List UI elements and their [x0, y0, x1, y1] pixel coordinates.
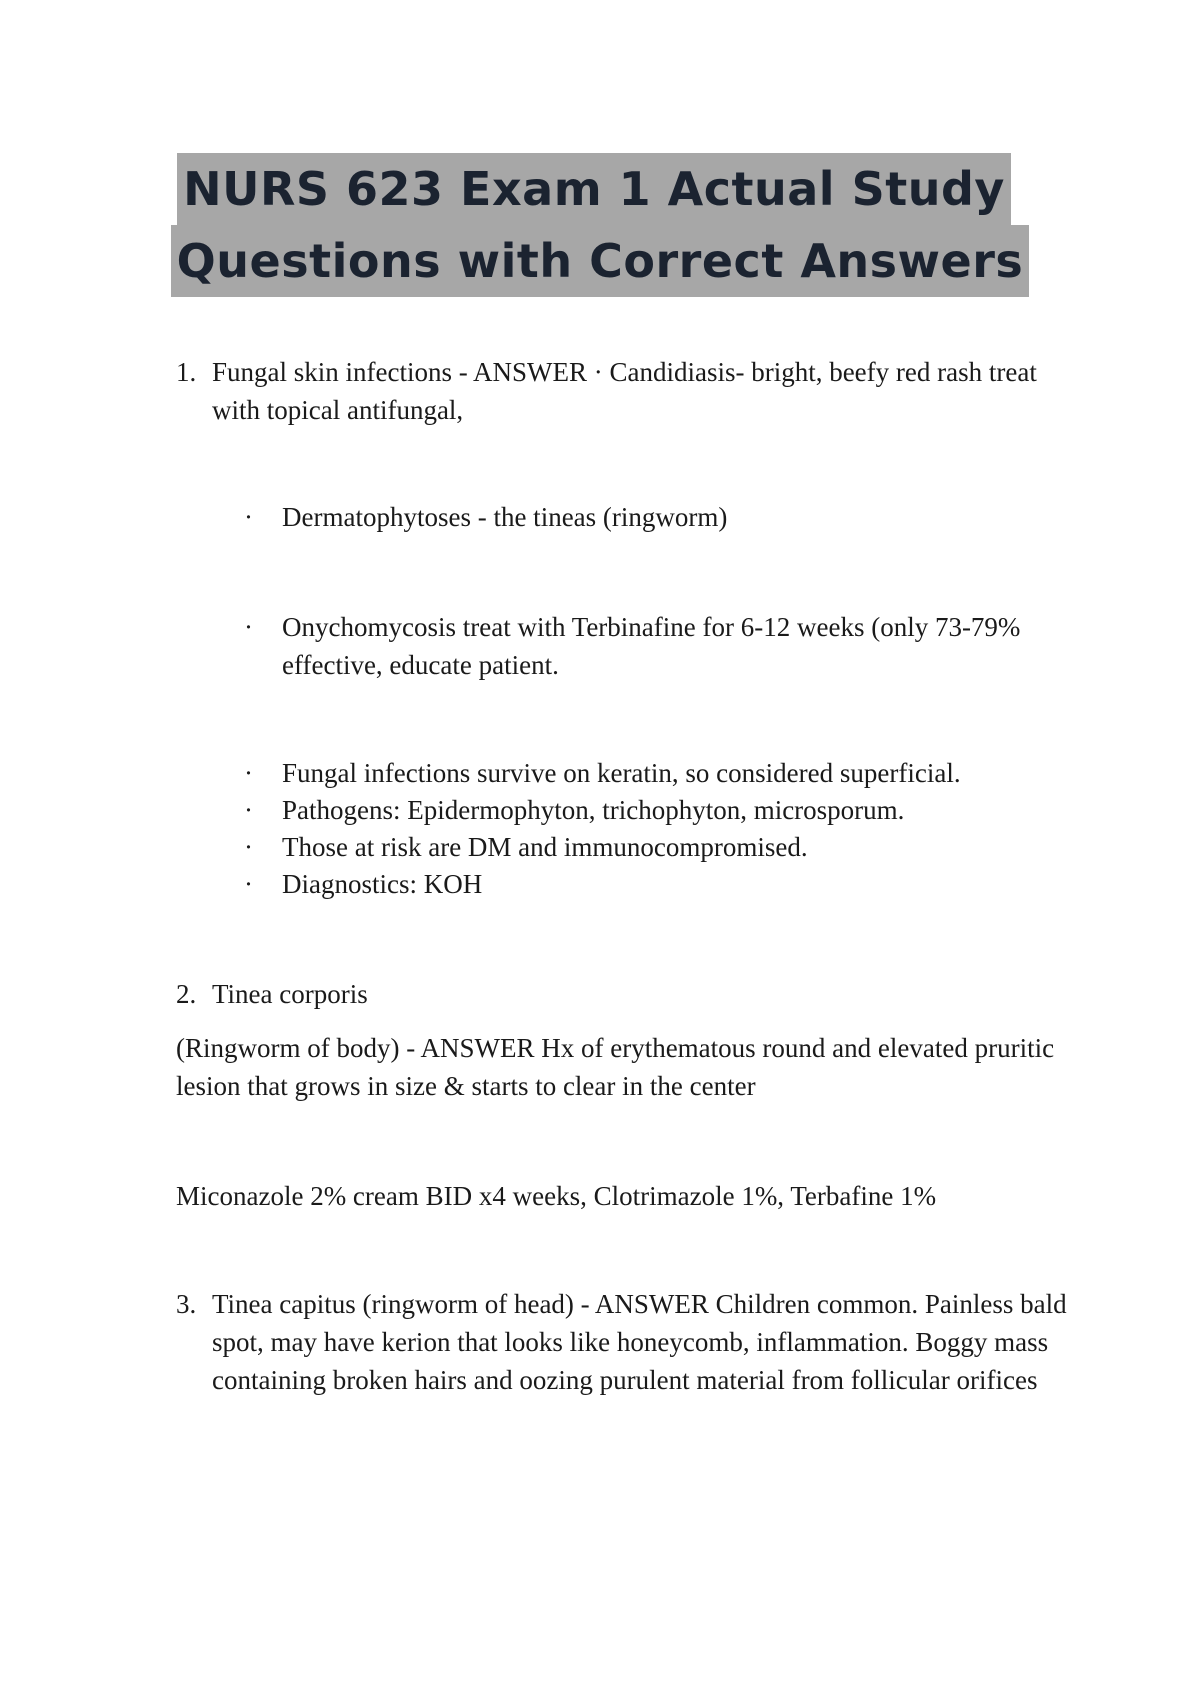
bullet-marker: · [244, 832, 253, 862]
list-item-text: Dermatophytoses - the tineas (ringworm) [282, 502, 728, 532]
list-item [244, 498, 1074, 536]
list-item-text: Onychomycosis treat with Terbinafine for 6-12 weeks (only 73-79% effective, educate patient. [282, 612, 1021, 680]
bullet-marker: · [244, 758, 253, 788]
list-item [244, 754, 1074, 792]
title-line-2: Questions with Correct Answers [171, 225, 1030, 297]
bullet-marker: · [244, 502, 253, 532]
question-text: Tinea corporis [212, 979, 368, 1009]
question-text: Tinea capitus (ringworm of head) - ANSWER Children common. Painless bald spot, may have kerion that looks like honeycomb, inflammation. Boggy mass containing broken hairs and oozing purulent material from follicular orifices [212, 1289, 1067, 1395]
list-item-text: Pathogens: Epidermophyton, trichophyton, microsporum. [282, 795, 905, 825]
title-line-1: NURS 623 Exam 1 Actual Study [177, 153, 1011, 225]
question-number: 1. [176, 357, 197, 387]
list-item-text: Diagnostics: KOH [282, 869, 483, 899]
question-number: 2. [176, 979, 197, 1009]
list-item [244, 828, 1074, 866]
question-3 [176, 1285, 1076, 1399]
question-1 [176, 353, 1076, 429]
bullet-marker: · [244, 795, 253, 825]
list-item [244, 608, 1074, 684]
question-2-treatment: Miconazole 2% cream BID x4 weeks, Clotrimazole 1%, Terbafine 1% [176, 1181, 937, 1211]
question-2 [176, 975, 1076, 1013]
list-item [244, 791, 1074, 829]
list-item-text: Those at risk are DM and immunocompromised. [282, 832, 808, 862]
list-item [244, 865, 1074, 903]
question-number: 3. [176, 1289, 197, 1319]
question-2-answer: (Ringworm of body) - ANSWER Hx of erythematous round and elevated pruritic lesion that grows in size & starts to clear in the center [176, 1033, 1055, 1101]
question-text: Fungal skin infections - ANSWER · Candidiasis- bright, beefy red rash treat with topical antifungal, [212, 357, 1037, 425]
list-item-text: Fungal infections survive on keratin, so considered superficial. [282, 758, 961, 788]
document-title [0, 153, 1200, 297]
bullet-marker: · [244, 869, 253, 899]
bullet-marker: · [244, 612, 253, 642]
